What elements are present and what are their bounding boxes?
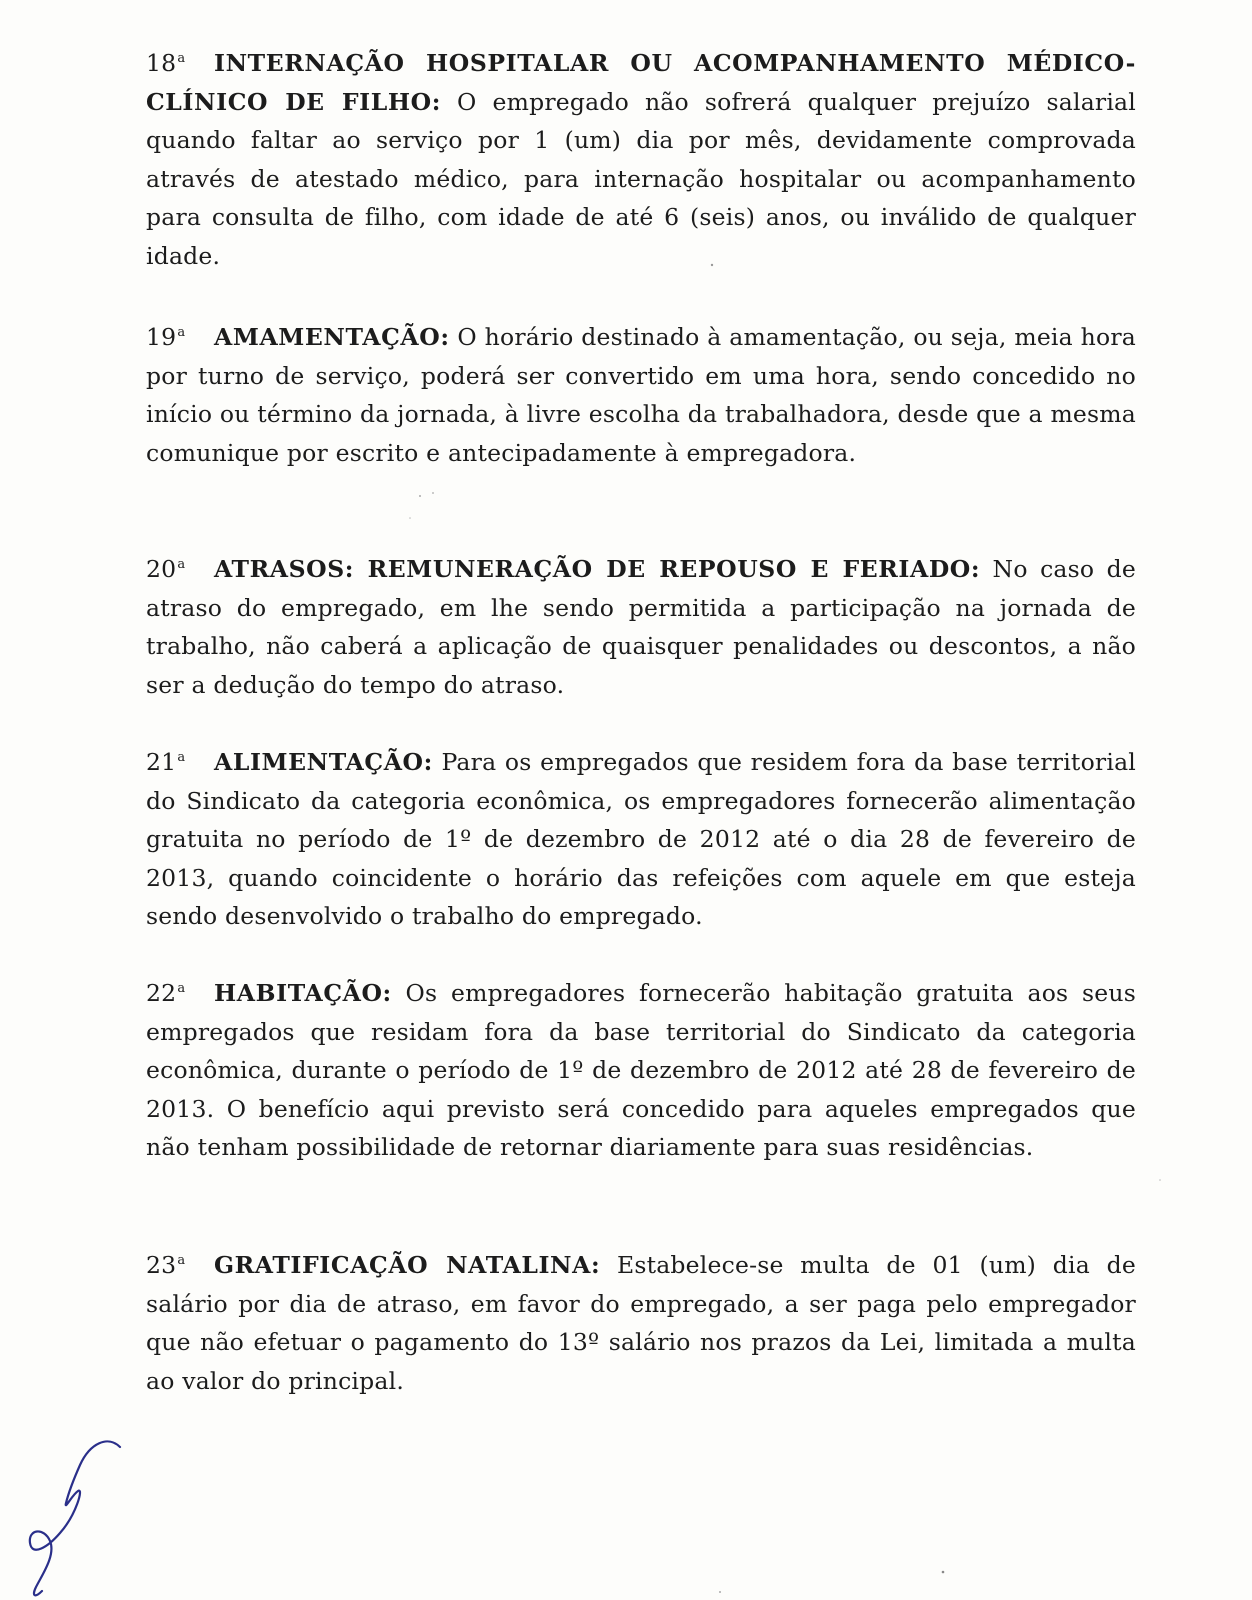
clause-number: 19$^a$ [146, 323, 186, 351]
clause-title: GRATIFICAÇÃO NATALINA: [214, 1251, 601, 1279]
clause-21 [146, 739, 1136, 936]
clause-number: 20$^a$ [146, 555, 186, 583]
handwritten-initials [20, 1425, 130, 1600]
clause-text: O horário destinado à amamentação, ou seja, meia hora por turno de serviço, poderá ser convertido em uma hora, sendo concedido no início ou término da jornada, à livre escolha da trabalhadora, desde que a mesma comunique por escrito e antecipadamente à empregadora. [146, 323, 1136, 467]
clause-title: ALIMENTAÇÃO: [214, 748, 433, 776]
clause-19 [146, 314, 1136, 472]
clause-text: Estabelece-se multa de 01 (um) dia de salário por dia de atraso, em favor do empregado, a ser paga pelo empregador que não efetuar o pagamento do 13º salário nos prazos da Lei, limitada a multa ao valor do principal. [146, 1251, 1136, 1395]
clause-22 [146, 970, 1136, 1167]
clause-18 [146, 40, 1136, 275]
clause-title: AMAMENTAÇÃO: [214, 323, 450, 351]
clause-text: O empregado não sofrerá qualquer prejuízo salarial quando faltar ao serviço por 1 (um) dia por mês, devidamente comprovada através de atestado médico, para internação hospitalar ou acompanhamento para consulta de filho, com idade de até 6 (seis) anos, ou inválido de qualquer idade. [146, 87, 1136, 270]
clause-20 [146, 546, 1136, 704]
clause-title: ATRASOS: REMUNERAÇÃO DE REPOUSO E FERIADO: [214, 555, 981, 583]
clause-title: HABITAÇÃO: [214, 979, 392, 1007]
clause-number: 23$^a$ [146, 1251, 186, 1279]
clause-text: Os empregadores fornecerão habitação gratuita aos seus empregados que residam fora da base territorial do Sindicato da categoria econômica, durante o período de 1º de dezembro de 2012 até 28 de fevereiro de 2013. O benefício aqui previsto será concedido para aqueles empregados que não tenham possibilidade de retornar diariamente para suas residências. [146, 979, 1136, 1161]
clause-23 [146, 1242, 1136, 1400]
clause-number: 22$^a$ [146, 979, 186, 1007]
clause-title: INTERNAÇÃO HOSPITALAR OU ACOMPANHAMENTO MÉDICO-CLÍNICO DE FILHO: [146, 49, 1136, 116]
clause-text: No caso de atraso do empregado, em lhe sendo permitida a participação na jornada de trabalho, não caberá a aplicação de quaisquer penalidades ou descontos, a não ser a dedução do tempo do atraso. [146, 555, 1136, 699]
clause-number: 21$^a$ [146, 748, 186, 776]
clause-text: Para os empregados que residem fora da base territorial do Sindicato da categoria econômica, os empregadores fornecerão alimentação gratuita no período de 1º de dezembro de 2012 até o dia 28 de fevereiro de 2013, quando coincidente o horário das refeições com aquele em que esteja sendo desenvolvido o trabalho do empregado. [146, 748, 1136, 930]
clause-number: 18$^a$ [146, 49, 186, 77]
